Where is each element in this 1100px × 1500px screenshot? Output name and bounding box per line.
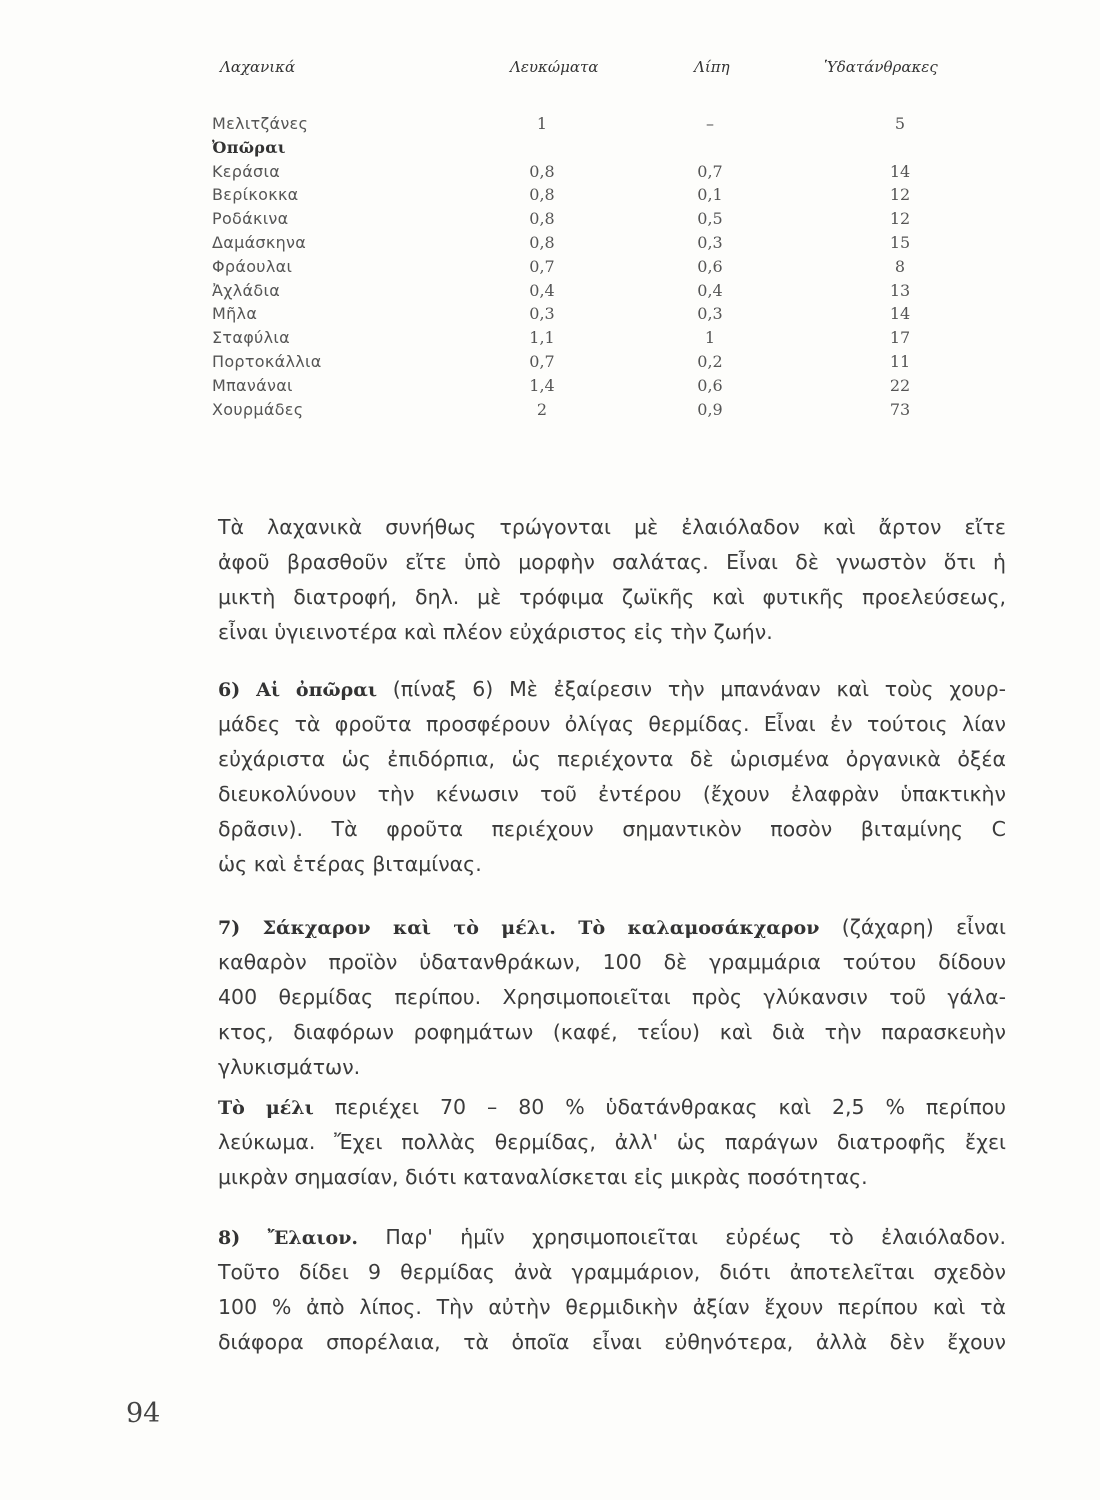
text-line xyxy=(218,777,1006,812)
line-text: διάφορα σπορέλαια, τὰ ὁποῖα εἶναι εὐθηνότερα, ἀλλὰ δὲν ἔχουν xyxy=(218,1330,1006,1354)
paragraph xyxy=(218,1220,1006,1360)
line-text: καθαρὸν προϊὸν ὑδατανθράκων, 100 δὲ γραμμάρια τούτου δίδουν xyxy=(218,950,1006,974)
paragraph xyxy=(218,510,1006,650)
protein-value: 0,8 xyxy=(529,233,555,252)
food-name: Ἀχλάδια xyxy=(212,280,281,300)
carbs-value: 11 xyxy=(889,352,911,371)
protein-value: 0,4 xyxy=(529,280,555,300)
protein-value: 0,7 xyxy=(529,352,555,371)
line-text: ἀφοῦ βρασθοῦν εἴτε ὑπὸ μορφὴν σαλάτας. Εἶναι δὲ γνωστὸν ὅτι ἡ xyxy=(218,550,1006,574)
protein-value: 0,7 xyxy=(529,256,555,276)
carbs-value: 12 xyxy=(889,209,911,229)
text-line xyxy=(218,580,1006,615)
section-heading: 7) Σάκχαρον καὶ τὸ μέλι. Τὸ καλαμοσάκχαρον xyxy=(218,917,820,939)
line-text: (πίναξ 6) Μὲ ἐξαίρεσιν τὴν μπανάναν καὶ τοὺς χουρ- xyxy=(377,677,1007,701)
line-text: εὐχάριστα ὡς ἐπιδόρπια, ὡς περιέχοντα δὲ ὡρισμένα ὀργανικὰ ὀξέα xyxy=(218,747,1006,771)
food-name: Κεράσια xyxy=(212,161,281,181)
text-line xyxy=(218,1255,1006,1290)
line-text: 400 θερμίδας περίπου. Χρησιμοποιεῖται πρὸς γλύκανσιν τοῦ γάλα- xyxy=(218,985,1006,1009)
line-text: 100 % ἀπὸ λίπος. Τὴν αὐτὴν θερμιδικὴν ἀξίαν ἔχουν περίπου καὶ τὰ xyxy=(218,1295,1006,1319)
table-row xyxy=(212,376,992,400)
line-text: μικρὰν σημασίαν, διότι καταναλίσκεται εἰς μικρὰς ποσότητας. xyxy=(218,1165,868,1189)
page-number: 94 xyxy=(126,1398,161,1429)
table-group-row xyxy=(212,138,992,162)
line-text: περιέχει 70 – 80 % ὑδατάνθρακας καὶ 2,5 % περίπου xyxy=(313,1095,1007,1119)
table-row xyxy=(212,257,992,281)
carbs-value: 5 xyxy=(894,114,906,133)
text-line xyxy=(218,510,1006,545)
protein-value: 0,8 xyxy=(529,185,555,205)
table-row xyxy=(212,304,992,328)
line-text: Τοῦτο δίδει 9 θερμίδας ἀνὰ γραμμάριον, διότι ἀποτελεῖται σχεδὸν xyxy=(218,1260,1006,1284)
line-text: εἶναι ὑγιεινοτέρα καὶ πλέον εὐχάριστος εἰς τὴν ζωήν. xyxy=(218,620,773,644)
carbs-value: 14 xyxy=(889,161,911,181)
header-carbs: Ὑδατάνθρακες xyxy=(824,58,938,76)
food-name: Χουρμάδες xyxy=(212,399,304,419)
table-row xyxy=(212,233,992,257)
line-text: γλυκισμάτων. xyxy=(218,1055,361,1079)
section-heading: 6) Αἱ ὀπῶραι xyxy=(218,679,378,701)
food-name: Σταφύλια xyxy=(212,328,290,348)
line-text: Τὰ λαχανικὰ συνήθως τρώγονται μὲ ἐλαιόλαδον καὶ ἄρτον εἴτε xyxy=(218,515,1006,539)
fat-value: 0,3 xyxy=(697,304,723,324)
table-row xyxy=(212,328,992,352)
header-protein: Λευκώματα xyxy=(510,58,599,76)
line-text: Παρ' ἡμῖν χρησιμοποιεῖται εὐρέως τὸ ἐλαιόλαδον. xyxy=(358,1225,1006,1249)
protein-value: 0,8 xyxy=(529,161,555,181)
text-line xyxy=(218,1050,1006,1085)
text-line xyxy=(218,847,1006,882)
line-text: δρᾶσιν). Τὰ φροῦτα περιέχουν σημαντικὸν ποσὸν βιταμίνης C xyxy=(218,817,1006,841)
fat-value: 0,7 xyxy=(697,161,723,181)
carbs-value: 15 xyxy=(889,233,911,252)
table-row xyxy=(212,114,992,138)
paragraph xyxy=(218,910,1006,1085)
food-name: Μελιτζάνες xyxy=(212,114,309,133)
text-line xyxy=(218,1090,1006,1125)
fat-value: 0,6 xyxy=(697,256,723,276)
header-fat: Λίπη xyxy=(694,58,730,76)
carbs-value: 12 xyxy=(889,185,911,205)
text-line xyxy=(218,707,1006,742)
text-line xyxy=(218,945,1006,980)
fat-value: 0,2 xyxy=(697,352,723,371)
line-text: (ζάχαρη) εἶναι xyxy=(819,915,1006,939)
paragraph xyxy=(218,672,1006,882)
text-line xyxy=(218,1125,1006,1160)
protein-value: 0,8 xyxy=(529,209,555,229)
section-heading: Τὸ μέλι xyxy=(218,1097,314,1119)
fat-value: 0,6 xyxy=(697,375,723,395)
table-row xyxy=(212,352,992,376)
carbs-value: 14 xyxy=(889,304,911,324)
text-line xyxy=(218,1290,1006,1325)
food-name: Μπανάναι xyxy=(212,375,293,395)
text-line xyxy=(218,910,1006,945)
fat-value: 0,3 xyxy=(697,233,723,252)
text-line xyxy=(218,812,1006,847)
text-line xyxy=(218,672,1006,707)
text-line xyxy=(218,1160,1006,1195)
text-line xyxy=(218,615,1006,650)
fat-value: 1 xyxy=(704,328,716,348)
text-line xyxy=(218,1325,1006,1360)
food-name: Μῆλα xyxy=(212,304,258,324)
table-row xyxy=(212,162,992,186)
table-row xyxy=(212,281,992,305)
protein-value: 0,3 xyxy=(529,304,555,324)
food-name: Ροδάκινα xyxy=(212,209,289,229)
line-text: μικτὴ διατροφή, δηλ. μὲ τρόφιμα ζωϊκῆς καὶ φυτικῆς προελεύσεως, xyxy=(218,585,1006,609)
text-line xyxy=(218,545,1006,580)
fat-value: – xyxy=(706,114,714,133)
carbs-value: 8 xyxy=(894,256,906,276)
line-text: μάδες τὰ φροῦτα προσφέρουν ὀλίγας θερμίδας. Εἶναι ἐν τούτοις λίαν xyxy=(218,712,1006,736)
paragraph xyxy=(218,1090,1006,1195)
carbs-value: 22 xyxy=(889,375,911,395)
text-line xyxy=(218,742,1006,777)
table-row xyxy=(212,400,992,424)
line-text: λεύκωμα. Ἔχει πολλὰς θερμίδας, ἀλλ' ὡς παράγων διατροφῆς ἔχει xyxy=(218,1130,1006,1154)
carbs-value: 13 xyxy=(889,280,911,300)
table-row xyxy=(212,209,992,233)
food-name: Φράουλαι xyxy=(212,256,293,276)
text-line xyxy=(218,1220,1006,1255)
protein-value: 1,1 xyxy=(529,328,555,348)
section-heading: 8) Ἔλαιον. xyxy=(218,1227,359,1249)
food-name: Δαμάσκηνα xyxy=(212,233,307,252)
fat-value: 0,9 xyxy=(697,399,723,419)
protein-value: 1 xyxy=(536,114,548,133)
group-label: Ὀπῶραι xyxy=(212,137,286,157)
carbs-value: 73 xyxy=(889,399,911,419)
line-text: κτος, διαφόρων ροφημάτων (καφέ, τεΐου) καὶ διὰ τὴν παρασκευὴν xyxy=(218,1020,1006,1044)
carbs-value: 17 xyxy=(889,328,911,348)
protein-value: 2 xyxy=(536,399,548,419)
line-text: διευκολύνουν τὴν κένωσιν τοῦ ἐντέρου (ἔχουν ἐλαφρὰν ὑπακτικὴν xyxy=(218,782,1006,806)
fat-value: 0,4 xyxy=(697,280,723,300)
line-text: ὡς καὶ ἑτέρας βιταμίνας. xyxy=(218,852,482,876)
text-line xyxy=(218,980,1006,1015)
food-name: Βερίκοκκα xyxy=(212,185,299,205)
text-line xyxy=(218,1015,1006,1050)
food-name: Πορτοκάλλια xyxy=(212,352,322,371)
fat-value: 0,5 xyxy=(697,209,723,229)
table-row xyxy=(212,185,992,209)
protein-value: 1,4 xyxy=(529,375,555,395)
fat-value: 0,1 xyxy=(697,185,723,205)
header-vegetables: Λαχανικά xyxy=(220,58,296,76)
